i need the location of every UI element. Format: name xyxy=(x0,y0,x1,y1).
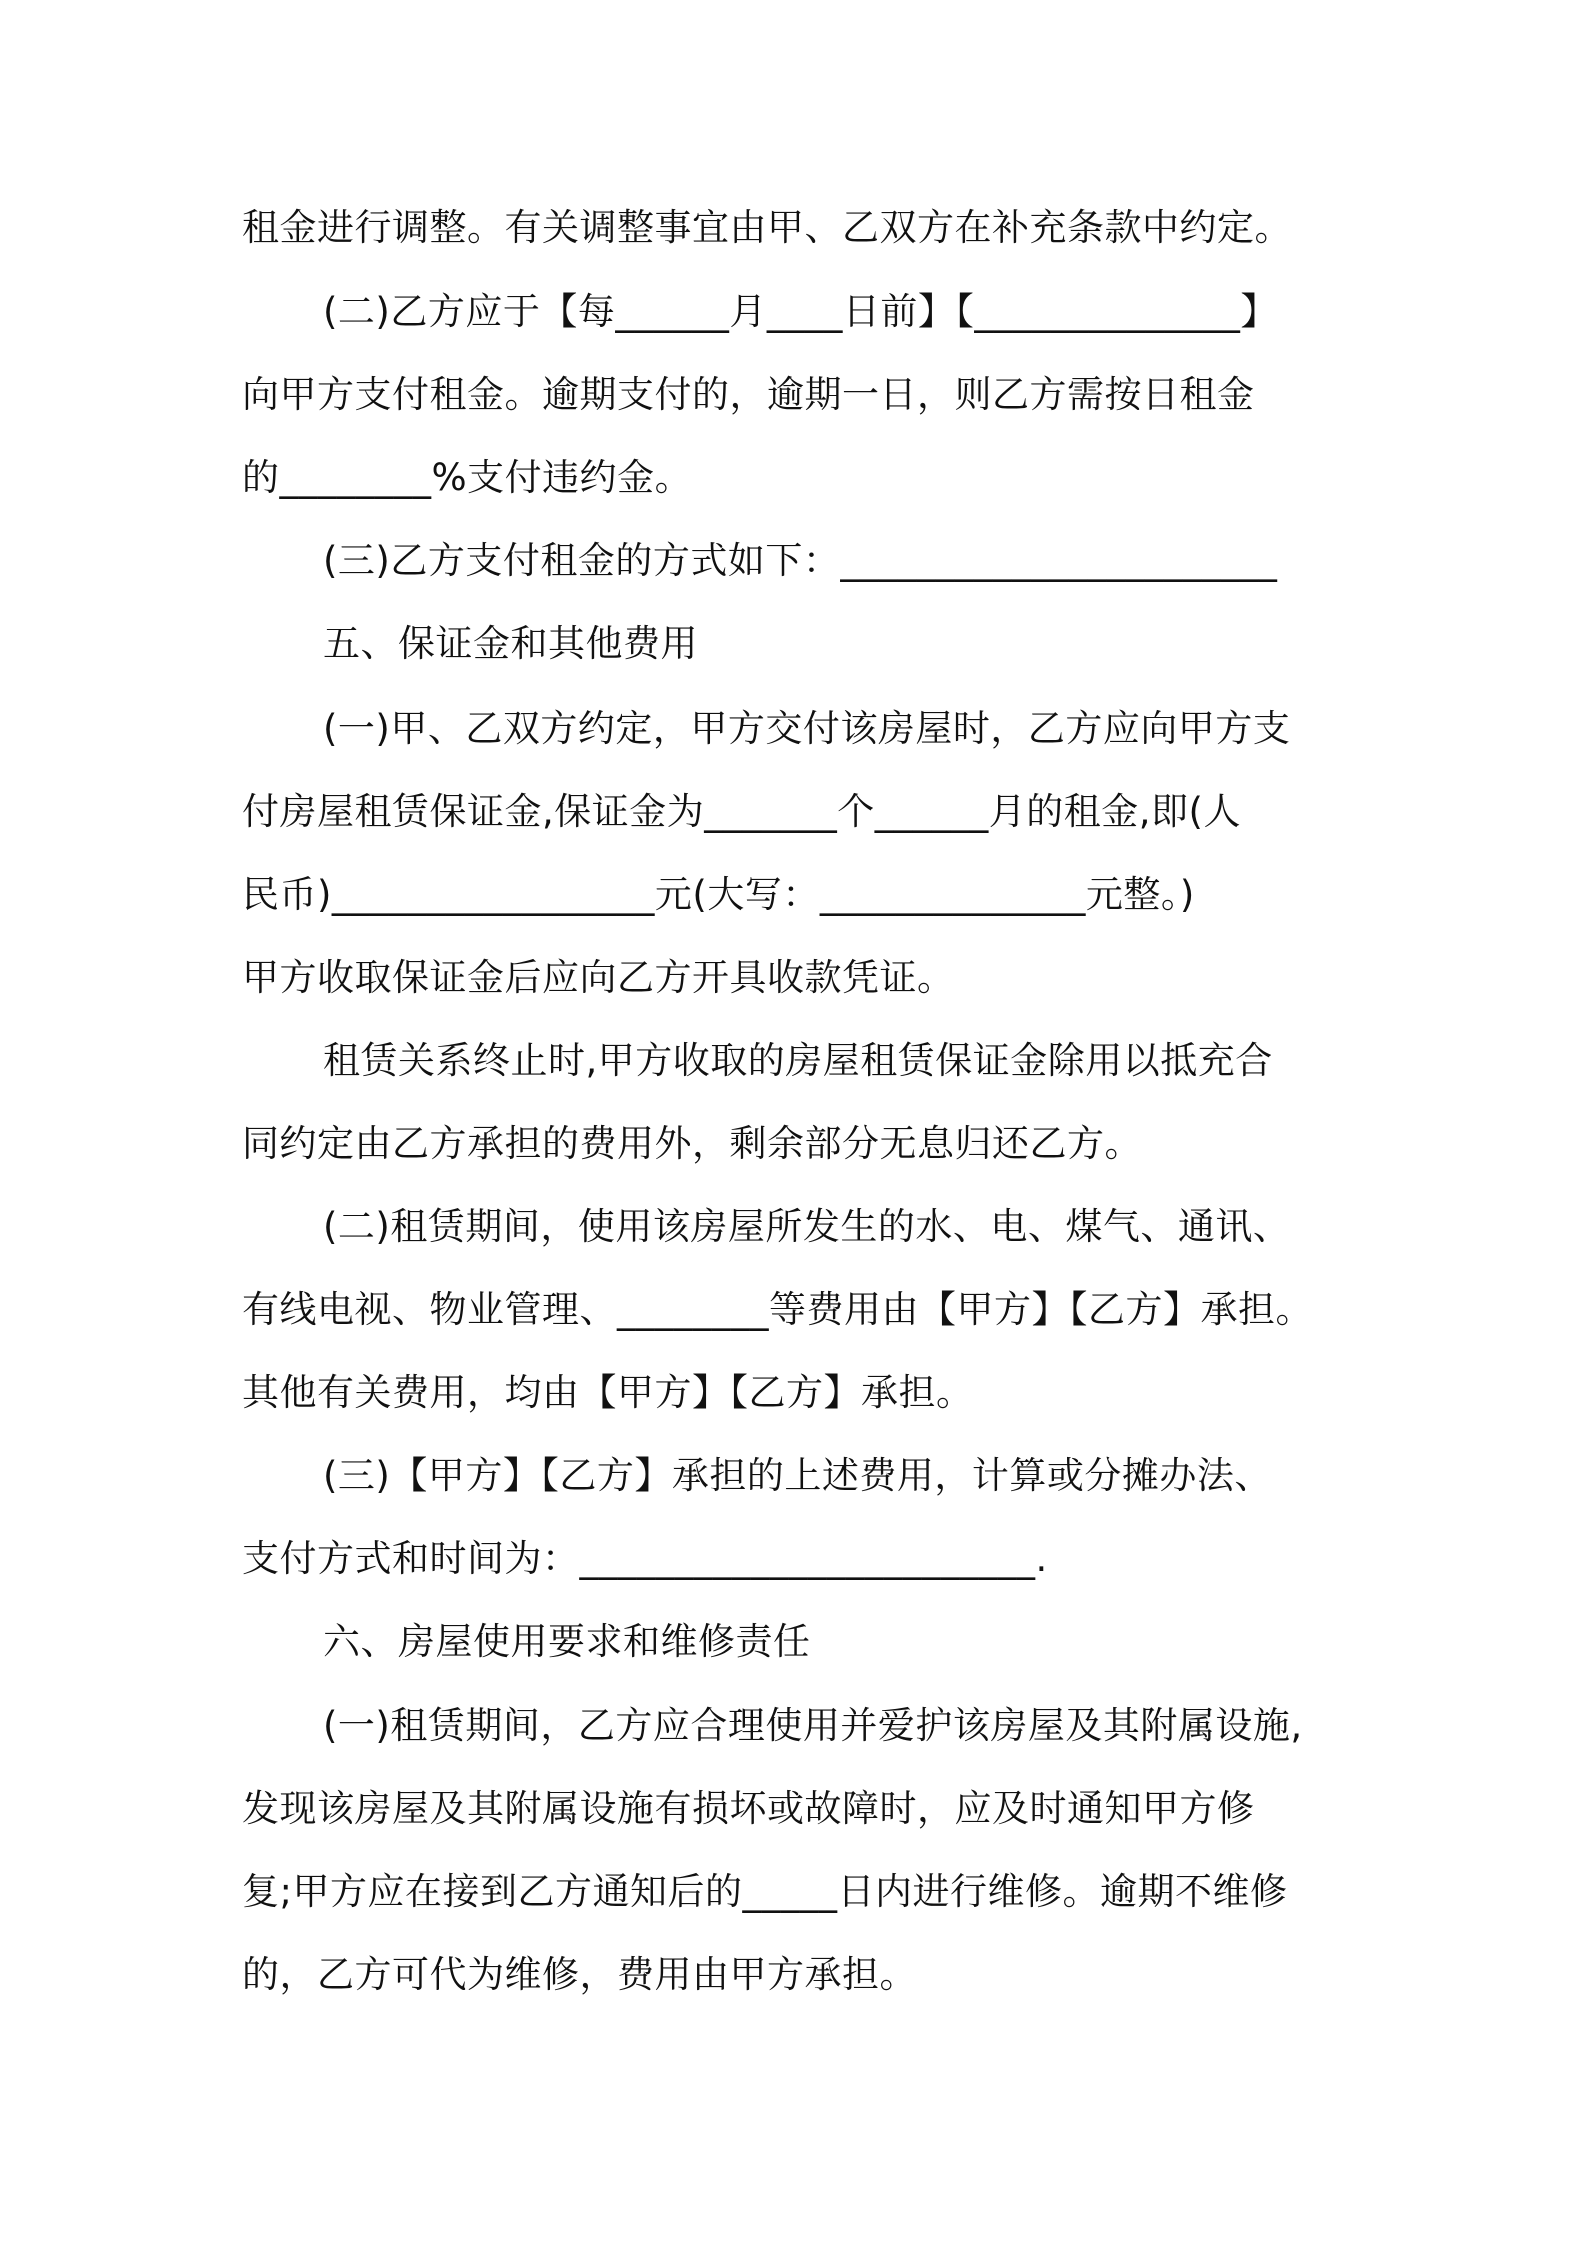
line-penalty-percent: 的________%支付违约金。 xyxy=(242,456,693,499)
line-overdue-payment: 向甲方支付租金。逾期支付的，逾期一日，则乙方需按日租金 xyxy=(242,373,1255,416)
line-deposit-return: 同约定由乙方承担的费用外，剩余部分无息归还乙方。 xyxy=(242,1122,1142,1165)
line-receipt: 甲方收取保证金后应向乙方开具收款凭证。 xyxy=(242,956,955,999)
line-fee-payment-time: 支付方式和时间为：________________________. xyxy=(242,1537,1048,1580)
line-clause-5-3-fee-calculation: (三)【甲方】【乙方】承担的上述费用，计算或分摊办法、 xyxy=(323,1454,1272,1497)
line-clause-4-3-payment-method: (三)乙方支付租金的方式如下：_______________________ xyxy=(323,539,1278,582)
line-clause-5-1-deposit: (一)甲、乙双方约定，甲方交付该房屋时，乙方应向甲方支 xyxy=(323,707,1291,750)
line-utilities-bearer: 有线电视、物业管理、________等费用由【甲方】【乙方】承担。 xyxy=(242,1288,1313,1331)
line-damage-notice: 发现该房屋及其附属设施有损坏或故障时，应及时通知甲方修 xyxy=(242,1787,1255,1830)
line-repair-cost: 的，乙方可代为维修，费用由甲方承担。 xyxy=(242,1953,917,1996)
section-heading-5: 五、保证金和其他费用 xyxy=(323,622,698,665)
line-deposit-amount: 民币)_________________元(大写：______________元整。) xyxy=(242,873,1195,916)
line-clause-6-1-proper-use: (一)租赁期间，乙方应合理使用并爱护该房屋及其附属设施, xyxy=(323,1704,1303,1747)
line-deposit-months: 付房屋租赁保证金,保证金为_______个______月的租金,即(人 xyxy=(242,790,1241,833)
line-repair-deadline: 复;甲方应在接到乙方通知后的_____日内进行维修。逾期不维修 xyxy=(242,1870,1288,1913)
line-other-fees: 其他有关费用，均由【甲方】【乙方】承担。 xyxy=(242,1371,974,1414)
line-clause-5-2-utilities: (二)租赁期间，使用该房屋所发生的水、电、煤气、通讯、 xyxy=(323,1205,1291,1248)
line-lease-termination: 租赁关系终止时,甲方收取的房屋租赁保证金除用以抵充合 xyxy=(323,1039,1273,1082)
section-heading-6: 六、房屋使用要求和维修责任 xyxy=(323,1620,811,1663)
line-clause-4-2-payment-date: (二)乙方应于【每______月____日前】【______________】 xyxy=(323,290,1278,333)
line-rent-adjustment: 租金进行调整。有关调整事宜由甲、乙双方在补充条款中约定。 xyxy=(242,206,1292,249)
